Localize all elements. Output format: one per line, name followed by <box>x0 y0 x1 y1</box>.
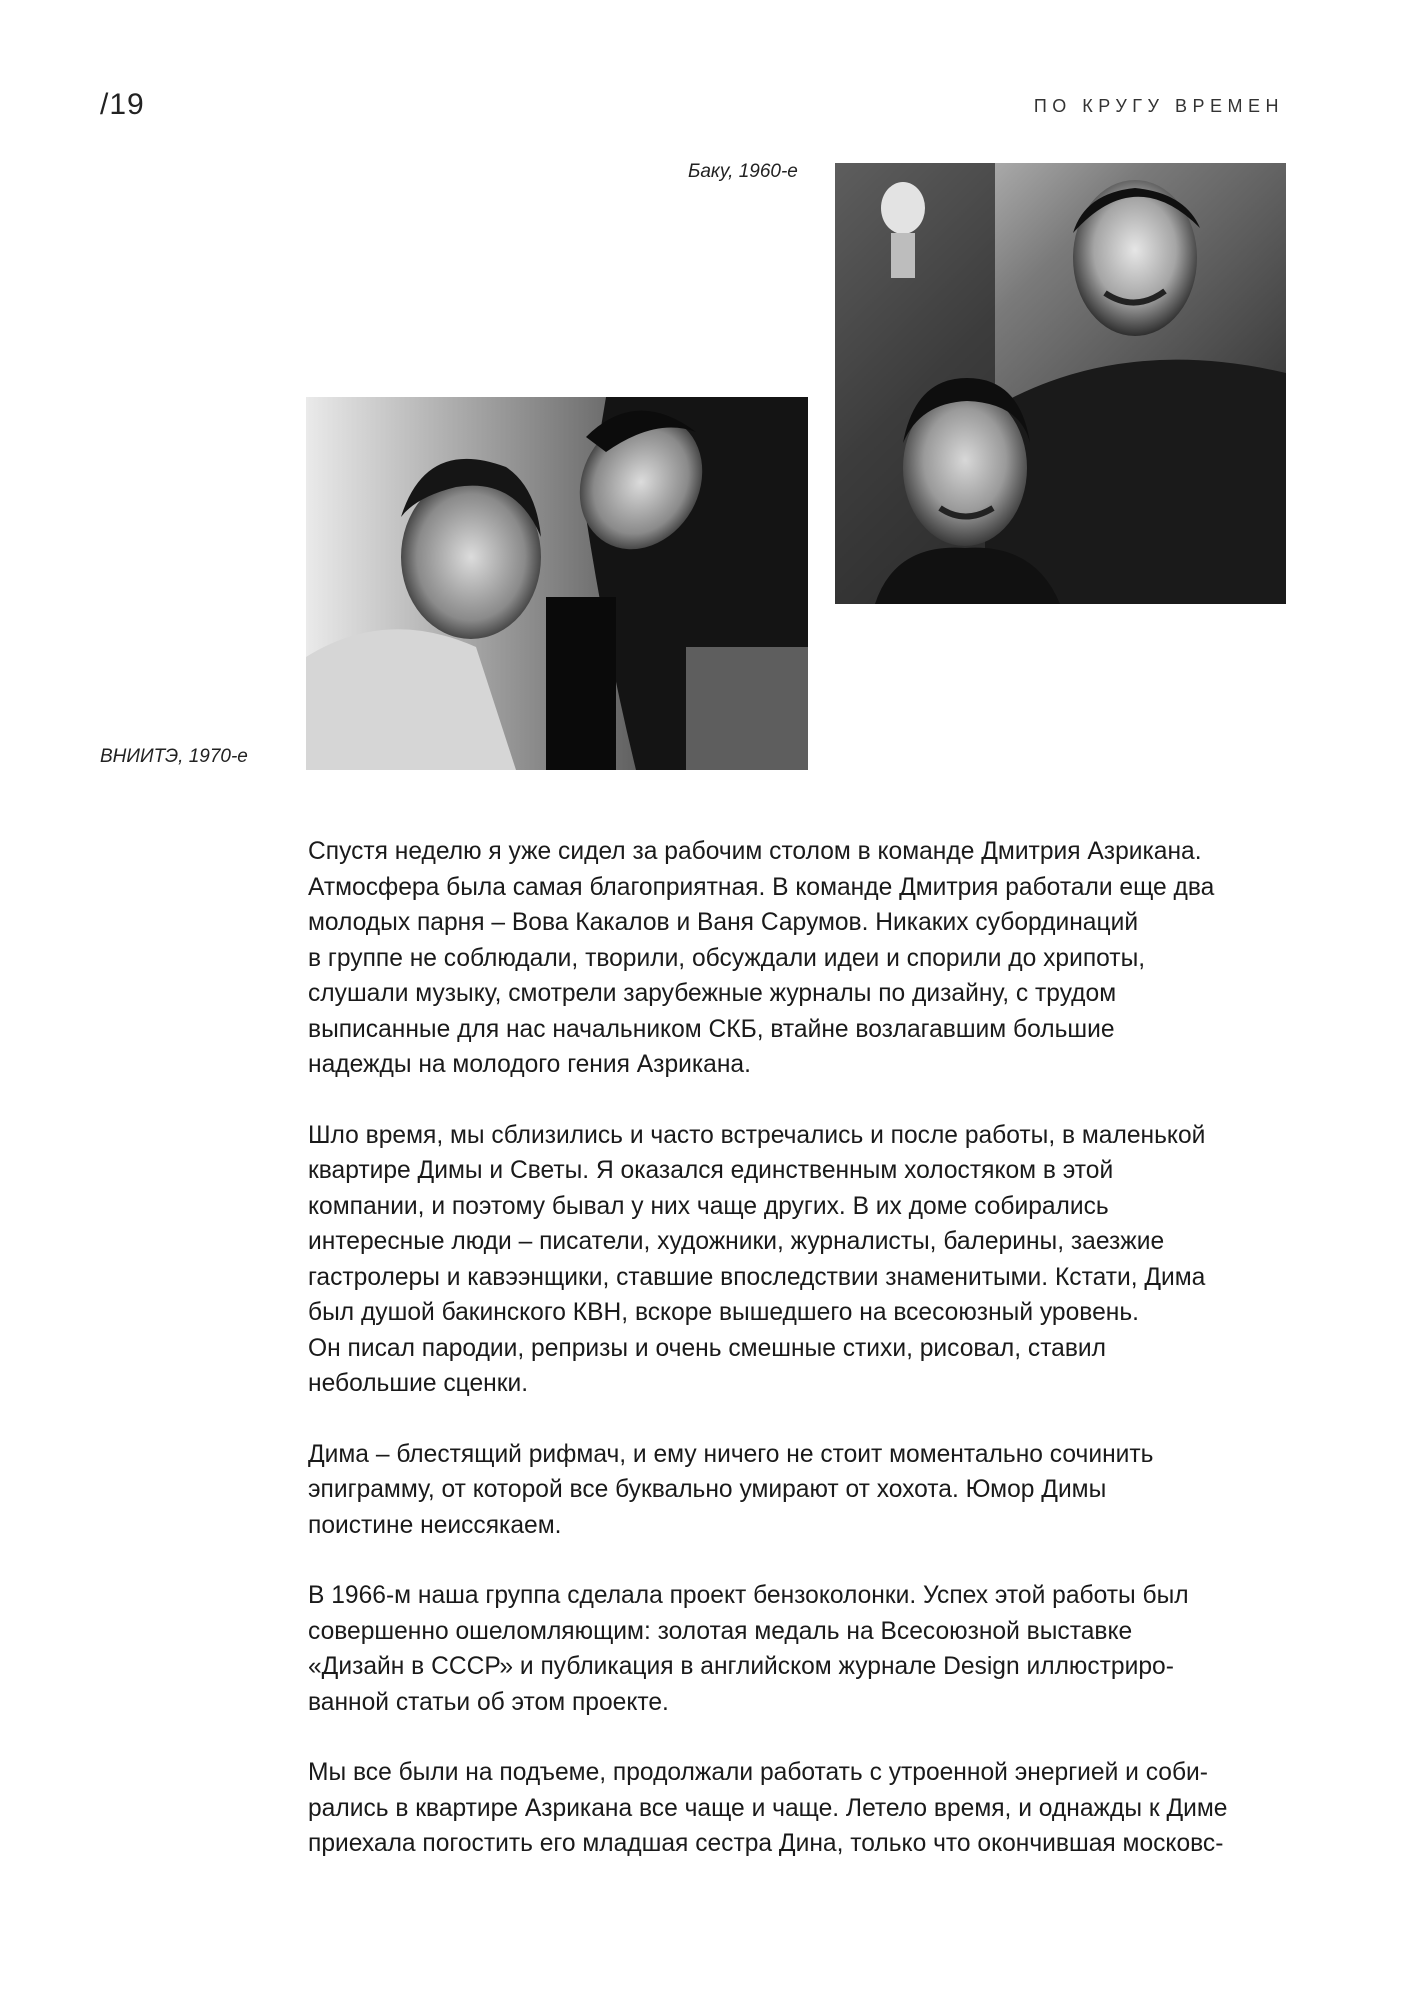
paragraph-1: Спустя неделю я уже сидел за рабочим столом в команде Дмитрия Азрикана. Атмосфера была самая благоприятная. В команде Дмитрия работали еще два молодых парня – Вова Какалов и Ваня Сарумов. Никаких субординаций в группе не соблюдали, творили, обсуждали идеи и спорили до хрипоты, слушали музыку, смотрели зарубежные журналы по дизайну, с трудом выписанные для нас начальником СКБ, втайне возлагавшим большие надежды на молодого гения Азрикана. <box>308 838 1215 1078</box>
photo-vniite <box>306 397 808 770</box>
page-number: /19 <box>100 88 145 121</box>
caption-vniite: ВНИИТЭ, 1970-е <box>100 746 248 767</box>
paragraph-3: Дима – блестящий рифмач, и ему ничего не стоит моментально сочинить эпиграмму, от которой все буквально умирают от хохота. Юмор Димы поистине неиссякаем. <box>308 1440 1154 1539</box>
paragraph-5: Мы все были на подъеме, продолжали работать с утроенной энергией и соби- рались в квартире Азрикана все чаще и чаще. Летело время, и однажды к Диме приехала погостить его младшая сестра Дина, только что окончившая московс- <box>308 1759 1228 1857</box>
photo-icon <box>306 397 808 770</box>
caption-baku: Баку, 1960-е <box>688 161 798 182</box>
paragraph-2: Шло время, мы сблизились и часто встречались и после работы, в маленькой квартире Димы и Светы. Я оказался единственным холостяком в этой компании, и поэтому бывал у них чаще других. В их доме собирались интересные люди – писатели, художники, журналисты, балерины, заезжие гастролеры и кавээнщики, ставшие впоследствии знаменитыми. Кстати, Дима был душой бакинского КВН, вскоре вышедшего на всесоюзный уровень. Он писал пародии, репризы и очень смешные стихи, рисовал, ставил небольшие сценки. <box>308 1121 1206 1397</box>
photo-icon <box>835 163 1286 604</box>
paragraph-4: В 1966-м наша группа сделала проект бензоколонки. Успех этой работы был совершенно ошеломляющим: золотая медаль на Всесоюзной выставке «Дизайн в СССР» и публикация в английском журнале Design иллюстриро- ванной статьи об этом проекте. <box>308 1582 1189 1716</box>
photo-baku <box>835 163 1286 604</box>
running-head: ПО КРУГУ ВРЕМЕН <box>1033 96 1284 116</box>
body-text <box>308 834 1293 1897</box>
